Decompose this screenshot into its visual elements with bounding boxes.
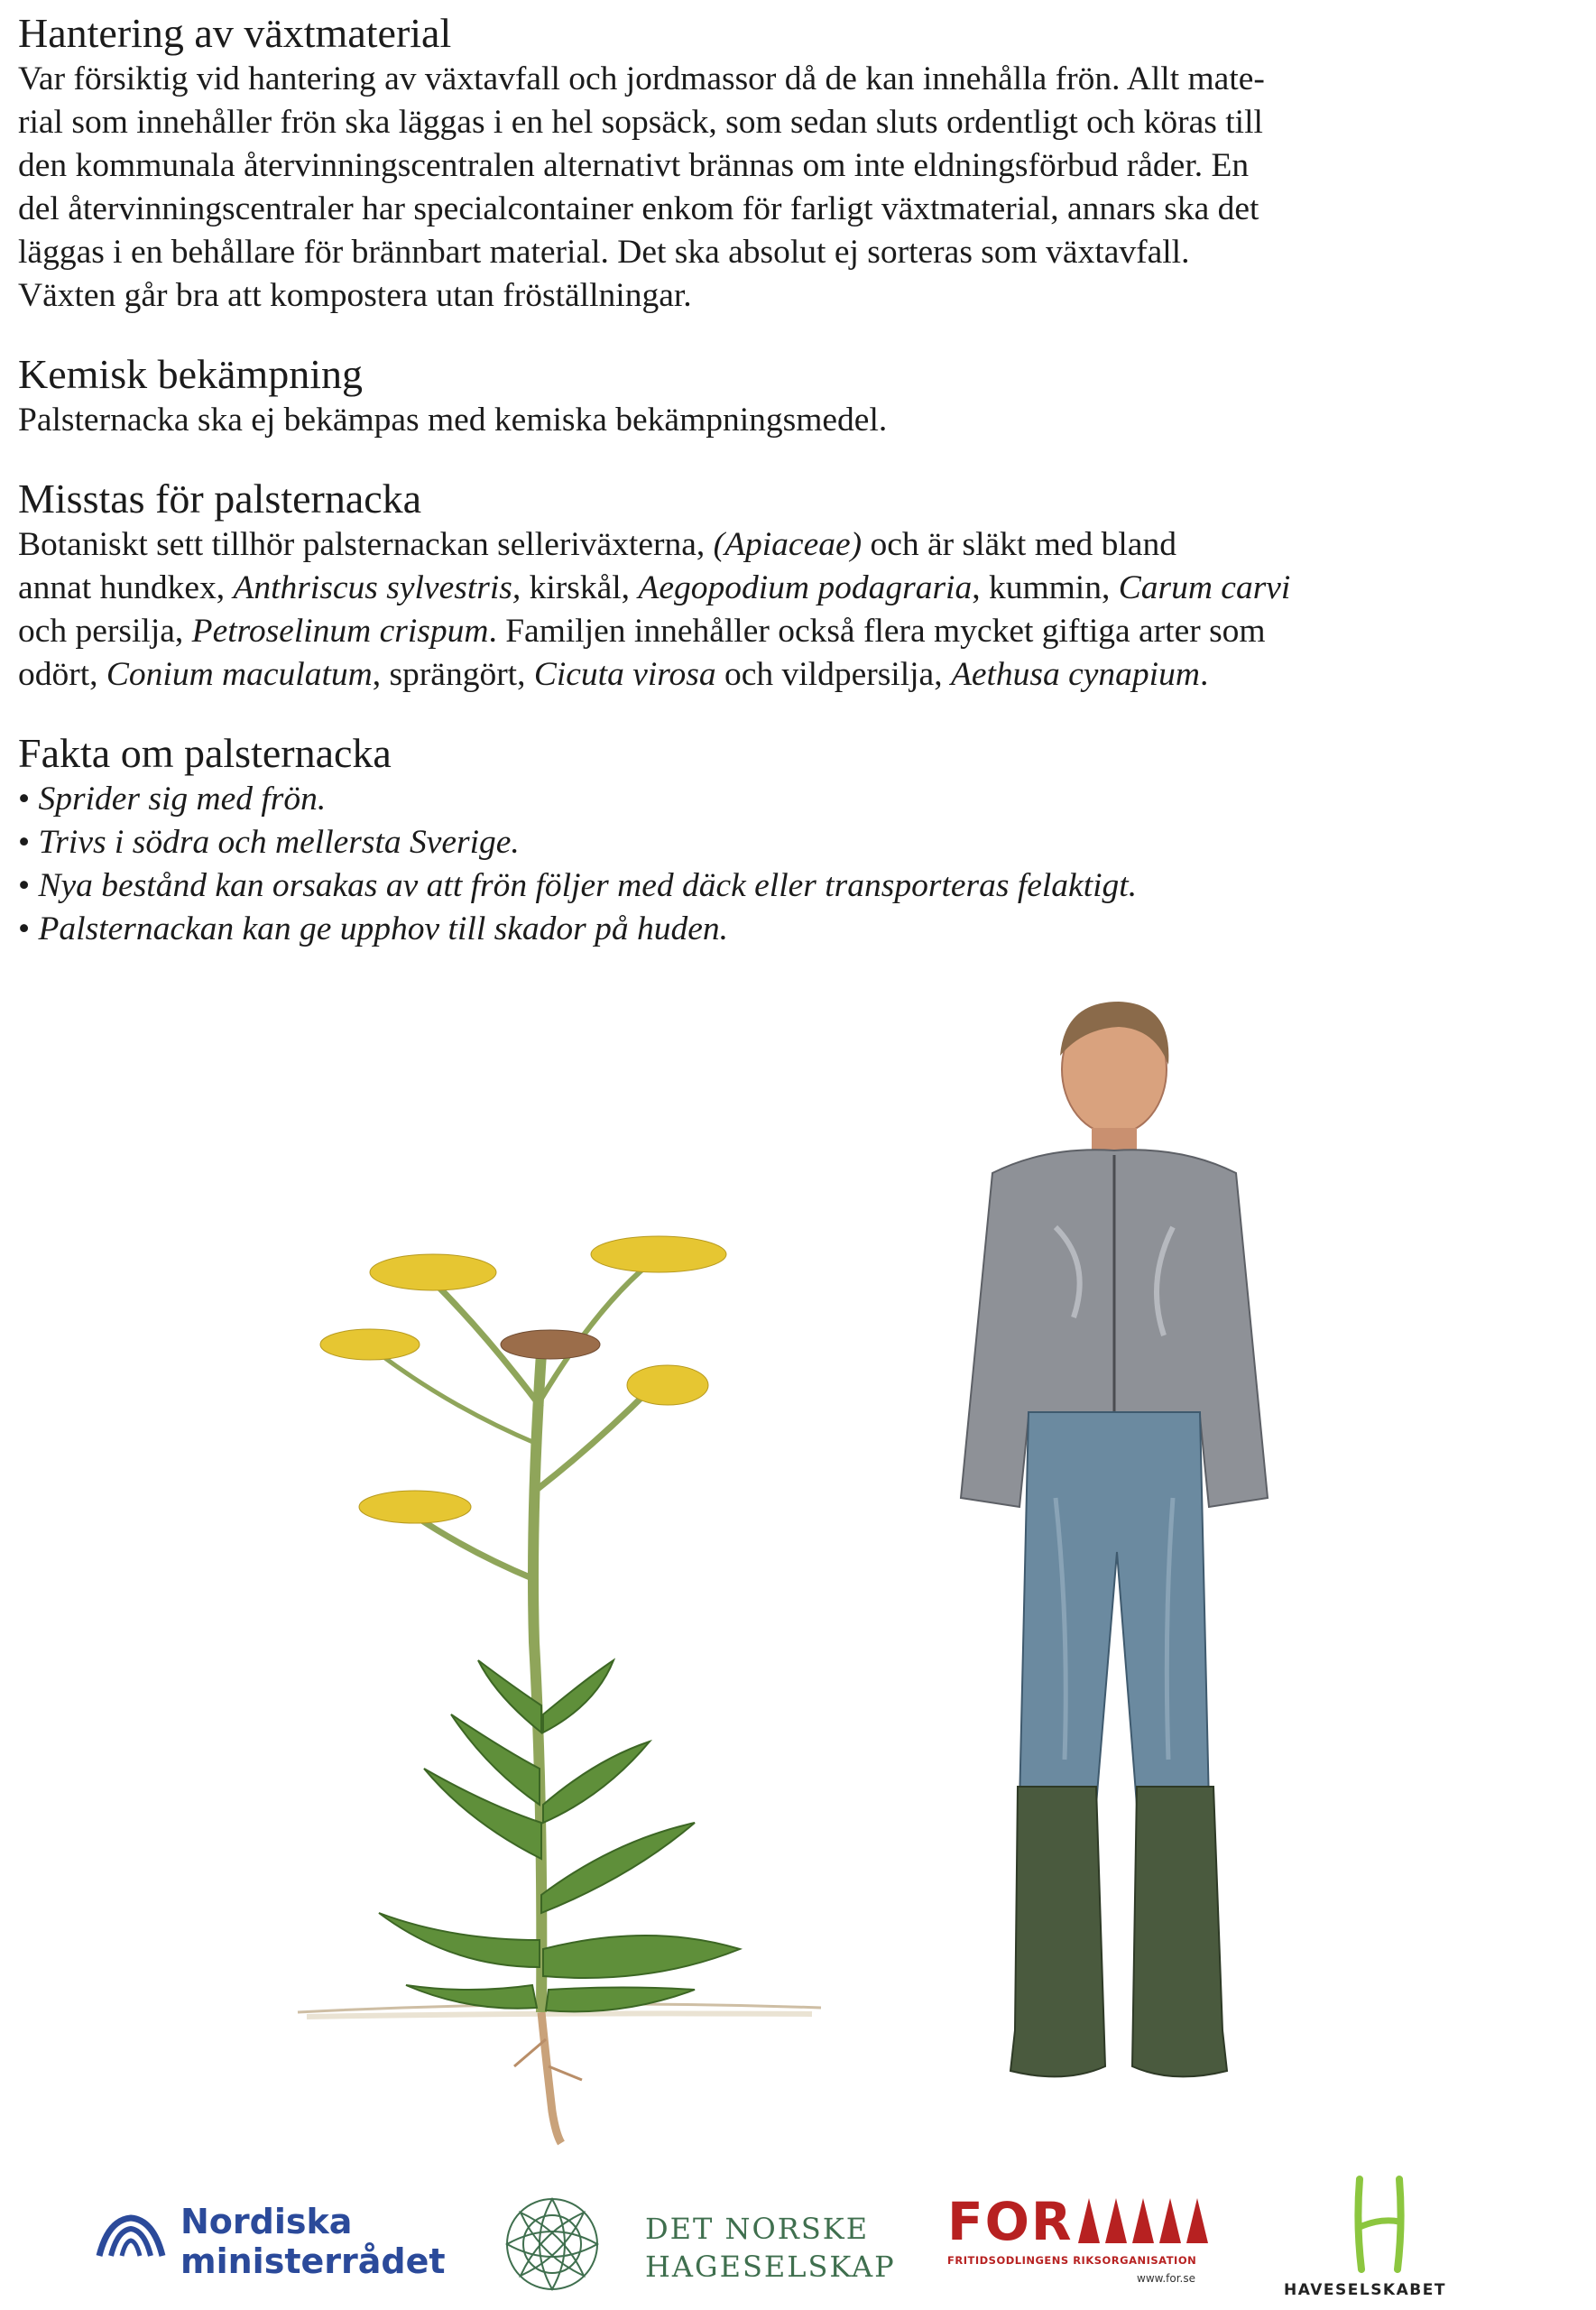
section-chemical xyxy=(18,350,1579,442)
text-run: annat hundkex, xyxy=(18,569,234,606)
list-item: • Nya bestånd kan orsakas av att frön följer med däck eller transporteras felaktigt. xyxy=(18,864,1579,908)
text-run: Botaniskt sett tillhör palsternackan selleriväxterna, xyxy=(18,526,714,563)
text-line xyxy=(18,653,1579,697)
logo-text: Nordiska xyxy=(180,2202,353,2241)
section-handling xyxy=(18,9,1579,318)
heading-facts: Fakta om palsternacka xyxy=(18,730,392,776)
text-line: rial som innehåller frön ska läggas i en hel sopsäck, som sedan sluts ordentligt och köras till xyxy=(18,104,1263,141)
logo-text: ministerrådet xyxy=(180,2241,446,2281)
text-run: , kummin, xyxy=(972,569,1119,606)
text-line: läggas i en behållare för brännbart material. Det ska absolut ej sorteras som växtavfall. xyxy=(18,234,1190,271)
latin-name: Aethusa cynapium xyxy=(950,656,1200,693)
text-run: kirskål, xyxy=(521,569,639,606)
text-line xyxy=(18,610,1579,653)
latin-name: (Apiaceae) xyxy=(713,526,863,563)
latin-name: Conium maculatum xyxy=(106,656,373,693)
list-item: • Palsternackan kan ge upphov till skador på huden. xyxy=(18,908,1579,951)
latin-name: Petroselinum crispum xyxy=(191,613,489,650)
text-run: och persilja, xyxy=(18,613,192,650)
text-run: . xyxy=(1199,656,1209,693)
floral-knot-icon xyxy=(501,2193,604,2296)
section-facts xyxy=(18,729,1579,951)
list-item: • Trivs i södra och mellersta Sverige. xyxy=(18,821,1579,864)
latin-name: Anthriscus sylvestris, xyxy=(233,569,521,606)
parsnip-plant-illustration xyxy=(271,1173,848,2148)
leaf-pattern-icon xyxy=(1078,2198,1213,2243)
logo-url: www.for.se xyxy=(1137,2272,1196,2285)
logo-for xyxy=(947,2193,1218,2301)
text-run: . Familjen innehåller också flera mycket giftiga arter som xyxy=(488,613,1266,650)
text-line: Växten går bra att kompostera utan fröställningar. xyxy=(18,277,692,314)
text-run: och är släkt med bland xyxy=(862,526,1176,563)
heading-chemical: Kemisk bekämpning xyxy=(18,351,363,397)
paragraph-handling xyxy=(18,58,1579,318)
logo-haveselskabet xyxy=(1277,2193,1484,2301)
logo-subtitle: FRITIDSODLINGENS RIKSORGANISATION xyxy=(947,2254,1197,2267)
logo-text: FOR xyxy=(947,2191,1074,2252)
logo-det-norske-hageselskap xyxy=(501,2193,898,2301)
latin-name: Cicuta virosa xyxy=(533,656,716,693)
logo-text: HAVESELSKABET xyxy=(1284,2281,1446,2299)
heading-mistaken: Misstas för palsternacka xyxy=(18,476,422,522)
text-run: och vildpersilja, xyxy=(715,656,951,693)
latin-name: Carum carvi xyxy=(1118,569,1291,606)
text-run: , sprängört, xyxy=(372,656,534,693)
logo-nordiska-ministerradet xyxy=(95,2193,474,2301)
facts-list xyxy=(18,778,1579,951)
text-run: odört, xyxy=(18,656,106,693)
section-mistaken xyxy=(18,475,1579,697)
logo-text: DET NORSKE xyxy=(645,2212,870,2246)
text-line: del återvinningscentraler har specialcontainer enkom för farligt växtmaterial, annars ska det xyxy=(18,190,1259,227)
swan-icon xyxy=(95,2211,167,2265)
sponsor-logos xyxy=(0,2193,1596,2310)
paragraph-chemical: Palsternacka ska ej bekämpas med kemiska bekämpningsmedel. xyxy=(18,402,888,439)
heading-handling: Hantering av växtmaterial xyxy=(18,10,452,56)
latin-name: Aegopodium podagraria xyxy=(638,569,973,606)
text-line: den kommunala återvinningscentralen alternativt brännas om inte eldningsförbud råder. En xyxy=(18,147,1250,184)
logo-text: HAGESELSKAP xyxy=(645,2250,896,2284)
list-item: • Sprider sig med frön. xyxy=(18,778,1579,821)
text-line: Var försiktig vid hantering av växtavfall och jordmassor då de kan innehålla frön. Allt mate- xyxy=(18,60,1265,97)
paragraph-mistaken xyxy=(18,523,1579,697)
document-body xyxy=(18,9,1579,984)
h-sprout-icon xyxy=(1340,2175,1421,2274)
text-line xyxy=(18,567,1579,610)
person-standing-illustration xyxy=(911,993,1290,2102)
text-line xyxy=(18,523,1579,567)
